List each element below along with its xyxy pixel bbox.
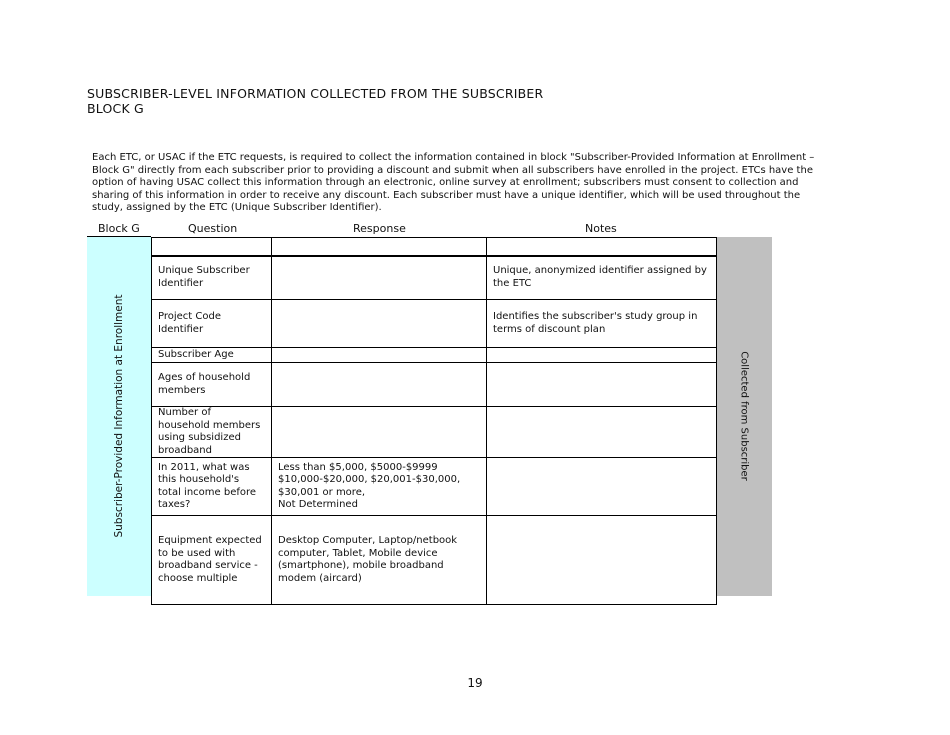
title-line-2: BLOCK G (87, 101, 144, 116)
response-cell (272, 256, 487, 300)
intro-paragraph: Each ETC, or USAC if the ETC requests, is required to collect the information contained in block "Subscriber-Provided Information at Enrollment – Block G" directly from each subscriber prior to providing a discount and submit when all subscribers have enrolled in the project. ETCs have the option of having USAC collect this information through an electronic, online survey at enrollment; subscribers must consent to collection and sharing of this information in order to receive any discount. Each subscriber must have a unique identifier, which will be used throughout the study, assigned by the ETC (Unique Subscriber Identifier). (92, 152, 815, 214)
question-cell: Subscriber Age (152, 348, 272, 363)
question-cell: Ages of household members (152, 363, 272, 407)
response-cell (272, 363, 487, 407)
notes-cell (487, 363, 717, 407)
response-cell (272, 348, 487, 363)
header-response: Response (353, 222, 406, 235)
header-block: Block G (98, 222, 140, 235)
response-cell (272, 238, 487, 256)
response-cell (272, 407, 487, 458)
question-cell: In 2011, what was this household's total income before taxes? (152, 458, 272, 516)
section-label-left: Subscriber-Provided Information at Enrollment (113, 294, 125, 538)
block-g-table (151, 237, 717, 605)
table-row (152, 348, 717, 363)
header-notes: Notes (585, 222, 617, 235)
question-cell (152, 238, 272, 256)
section-label-right: Collected from Subscriber (738, 351, 750, 481)
table-row (152, 407, 717, 458)
response-cell: Desktop Computer, Laptop/netbook computer, Tablet, Mobile device (smartphone), mobile broadband modem (aircard) (272, 516, 487, 605)
notes-cell (487, 348, 717, 363)
title-line-1: SUBSCRIBER-LEVEL INFORMATION COLLECTED FROM THE SUBSCRIBER (87, 86, 544, 101)
table-row (152, 238, 717, 256)
response-line: Not Determined (278, 499, 358, 511)
notes-cell: Unique, anonymized identifier assigned by the ETC (487, 256, 717, 300)
response-cell (272, 458, 487, 516)
notes-cell (487, 238, 717, 256)
question-cell: Number of household members using subsidized broadband (152, 407, 272, 458)
notes-cell (487, 458, 717, 516)
notes-cell (487, 407, 717, 458)
question-cell: Project Code Identifier (152, 300, 272, 348)
table-row (152, 458, 717, 516)
response-cell (272, 300, 487, 348)
notes-cell: Identifies the subscriber's study group in terms of discount plan (487, 300, 717, 348)
page-title (87, 86, 543, 116)
table-row (152, 363, 717, 407)
response-line: $10,000-$20,000, $20,001-$30,000, $30,001 or more, (278, 474, 461, 498)
response-line: Less than $5,000, $5000-$9999 (278, 461, 438, 473)
table-row (152, 300, 717, 348)
question-cell: Equipment expected to be used with broadband service - choose multiple (152, 516, 272, 605)
table-row (152, 256, 717, 300)
header-question: Question (188, 222, 238, 235)
notes-cell (487, 516, 717, 605)
question-cell: Unique Subscriber Identifier (152, 256, 272, 300)
page-number: 19 (467, 676, 483, 690)
table-row (152, 516, 717, 605)
